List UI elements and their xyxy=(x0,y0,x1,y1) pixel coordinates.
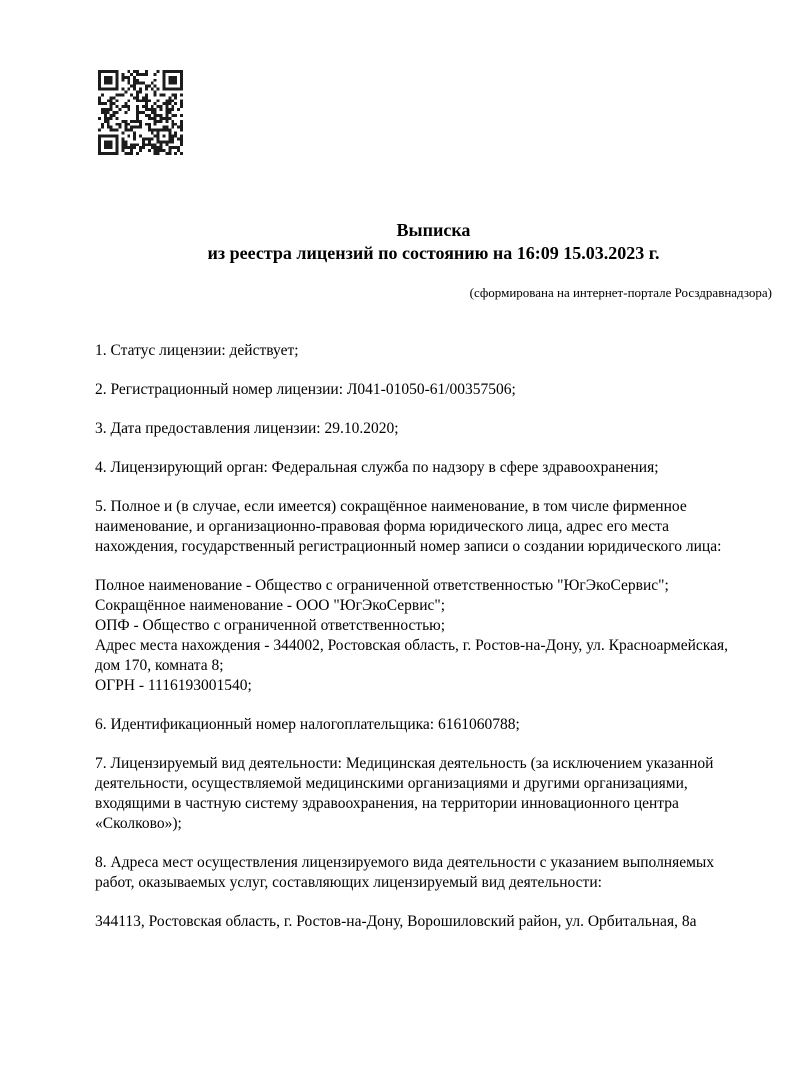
text-line: 4. Лицензирующий орган: Федеральная служба по надзору в сфере здравоохранения; xyxy=(95,459,659,476)
text-line: 344113, Ростовская область, г. Ростов-на-Дону, Ворошиловский район, ул. Орбитальная, 8а xyxy=(95,913,697,930)
text-line: Сокращённое наименование - ООО "ЮгЭкоСервис"; xyxy=(95,597,446,614)
text-line: 8. Адреса мест осуществления лицензируемого вида деятельности с указанием выполняемых работ, оказываемых услуг, составляющих лицензируемый вид деятельности: xyxy=(95,854,715,891)
registration-number xyxy=(95,380,755,400)
text-line: 3. Дата предоставления лицензии: 29.10.2020; xyxy=(95,420,399,437)
text-line: 5. Полное и (в случае, если имеется) сокращённое наименование, в том числе фирменное наименование, и организационно-правовая форма юридического лица, адрес его места нахождения, государственный регистрационный номер записи о создании юридического лица: xyxy=(95,498,722,555)
document-title-line2: из реестра лицензий по состоянию на 16:09 15.03.2023 г. xyxy=(207,243,660,263)
document-title-line1: Выписка xyxy=(396,220,471,240)
text-line: 7. Лицензируемый вид деятельности: Медицинская деятельность (за исключением указанной деятельности, осуществляемой медицинскими организациями и другими организациями, входящими в частную систему здравоохранения, на территории инновационного центра «Сколково»); xyxy=(95,755,714,832)
document-content xyxy=(95,0,772,932)
text-line: 6. Идентификационный номер налогоплательщика: 6161060788; xyxy=(95,716,520,733)
document-body xyxy=(95,341,772,932)
text-line: 2. Регистрационный номер лицензии: Л041-01050-61/00357506; xyxy=(95,381,516,398)
taxpayer-id xyxy=(95,715,755,735)
legal-entity-details xyxy=(95,576,755,696)
legal-entity-heading xyxy=(95,497,755,557)
licensing-authority xyxy=(95,458,755,478)
text-line: Адрес места нахождения - 344002, Ростовская область, г. Ростов-на-Дону, ул. Красноармейская, дом 170, комната 8; xyxy=(95,637,728,674)
text-line: Полное наименование - Общество с ограниченной ответственностью "ЮгЭкоСервис"; xyxy=(95,577,669,594)
document-subtitle: (сформирована на интернет-портале Росздравнадзора) xyxy=(469,285,772,300)
activity-address xyxy=(95,912,755,932)
grant-date xyxy=(95,419,755,439)
text-line: ОГРН - 1116193001540; xyxy=(95,677,252,694)
text-line: ОПФ - Общество с ограниченной ответственностью; xyxy=(95,617,446,634)
document-title xyxy=(95,219,772,265)
license-status xyxy=(95,341,755,361)
licensed-activity xyxy=(95,754,755,834)
activity-addresses-heading xyxy=(95,853,755,893)
text-line: 1. Статус лицензии: действует; xyxy=(95,342,299,359)
